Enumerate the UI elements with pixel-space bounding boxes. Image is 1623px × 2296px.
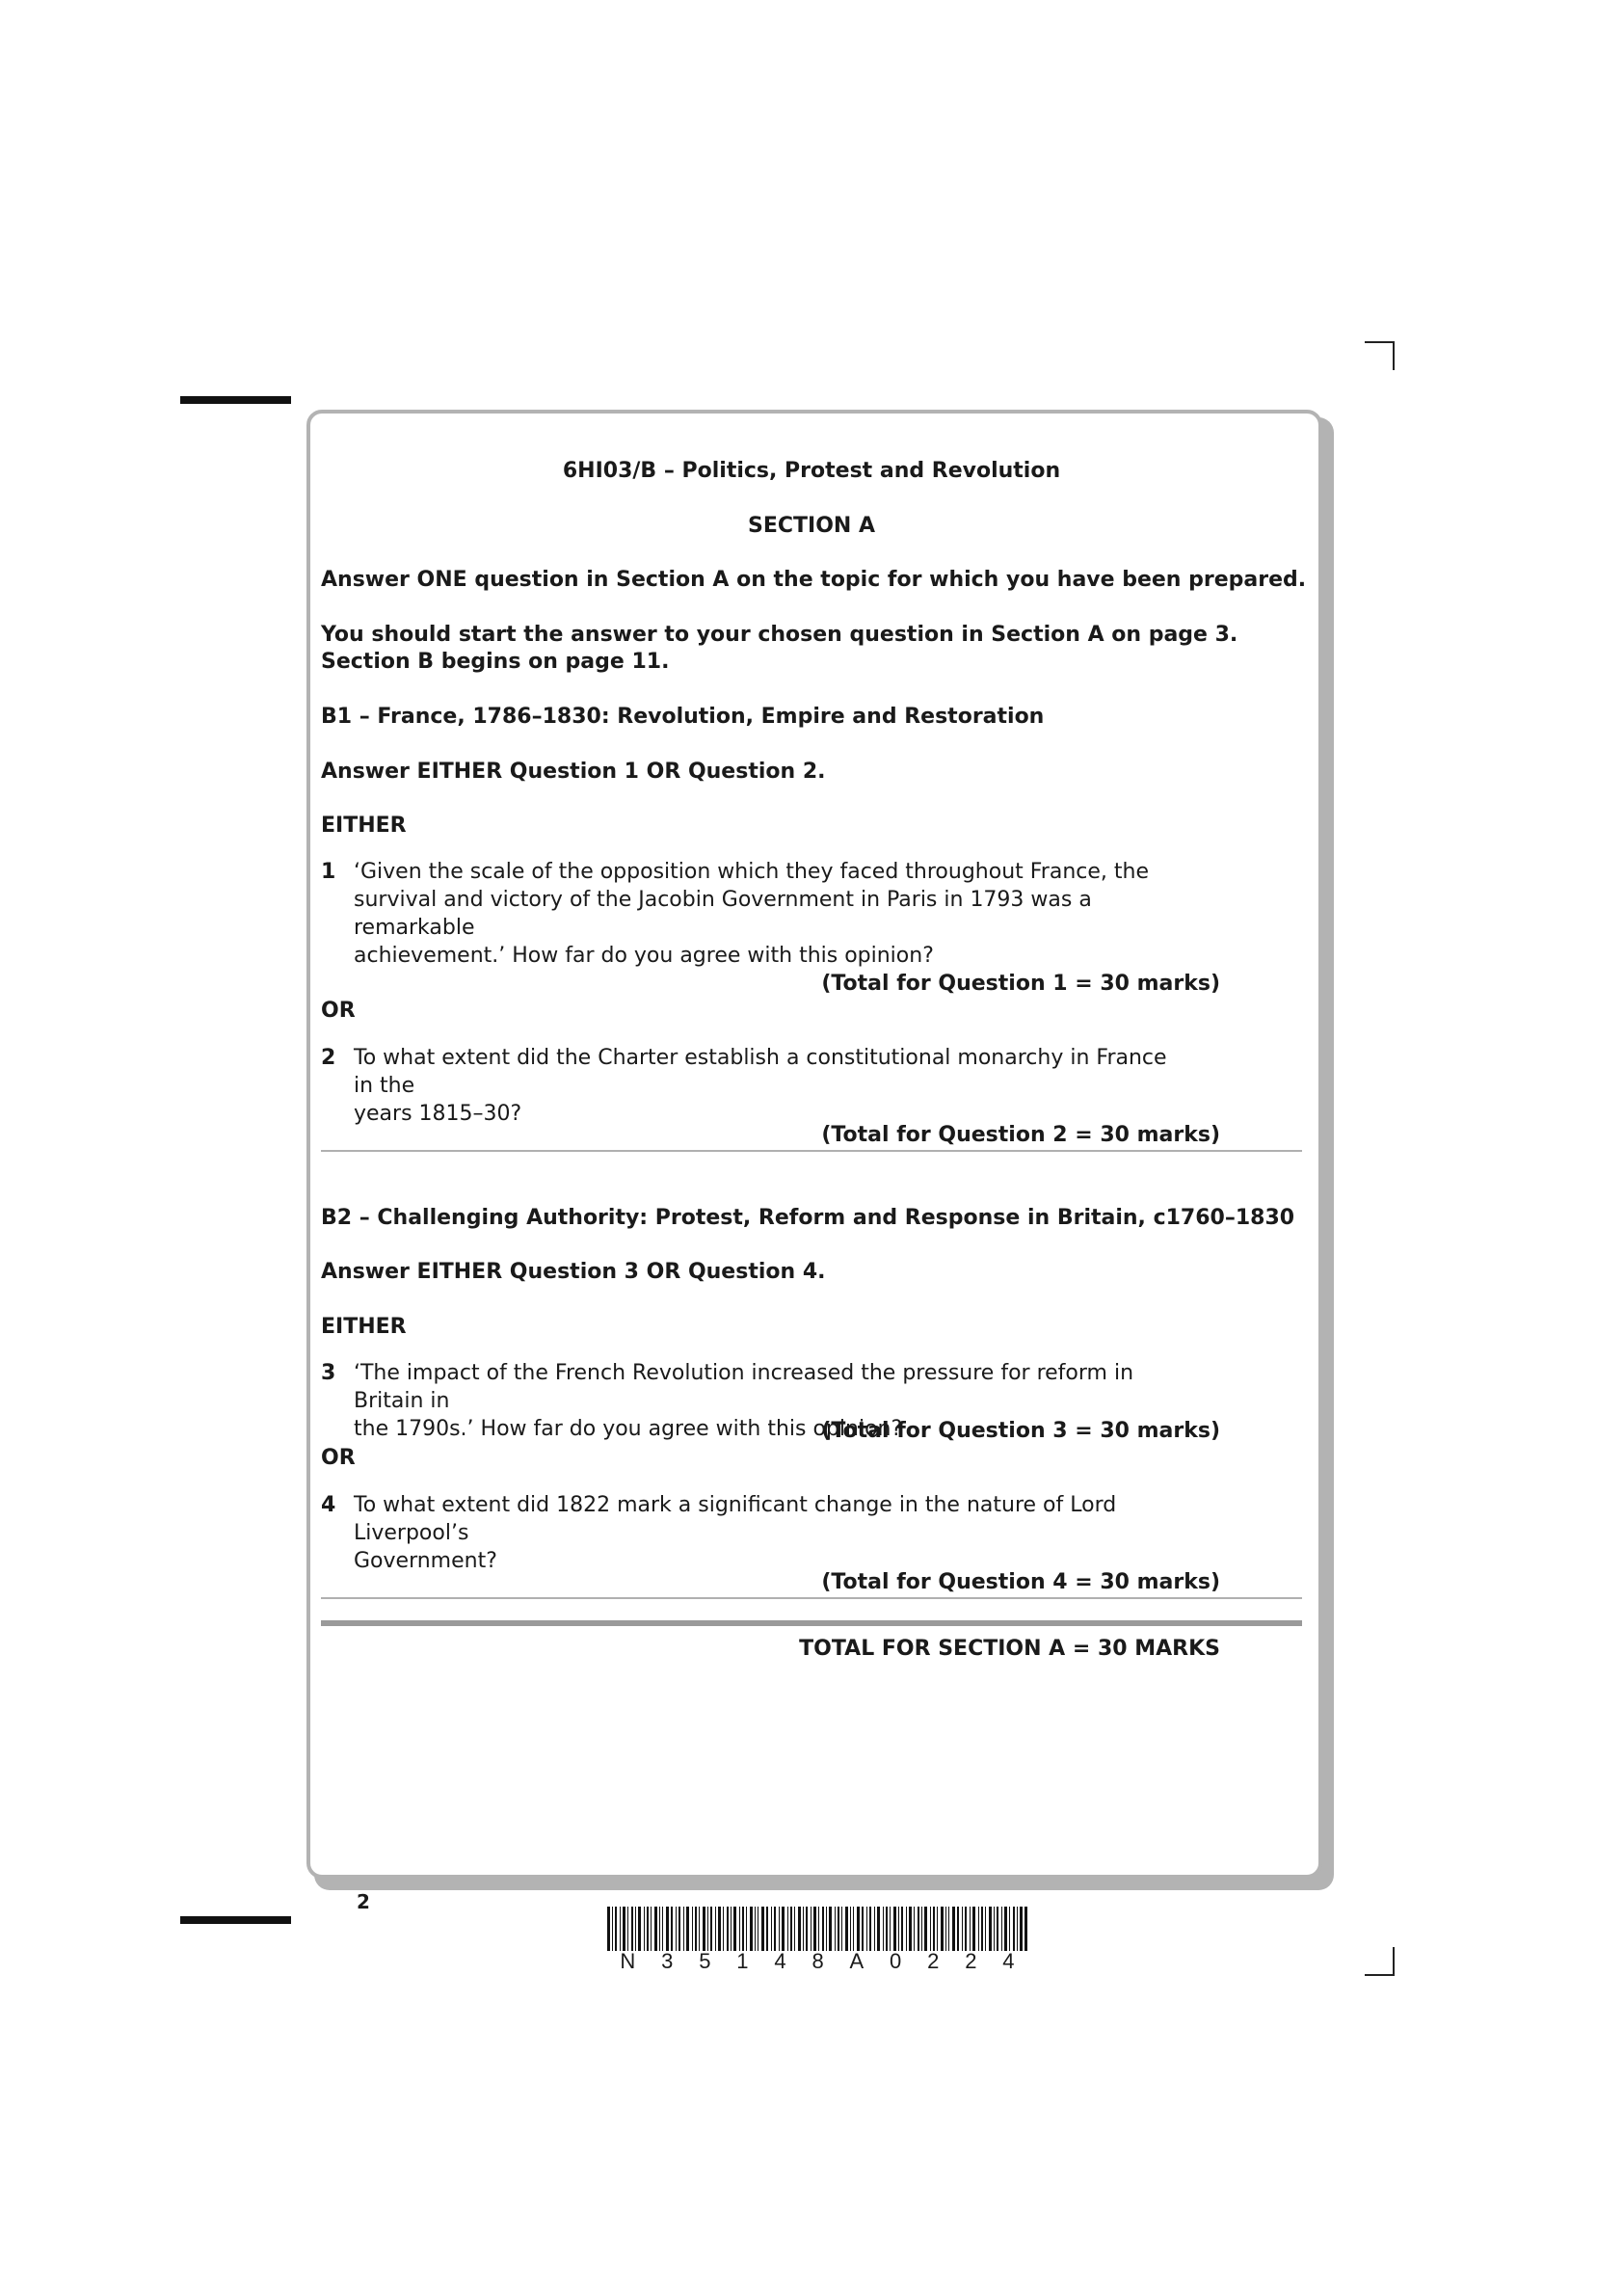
question-2-line-2: years 1815–30? <box>354 1102 522 1126</box>
question-3-line-1: ‘The impact of the French Revolution increased the pressure for reform in Britain in <box>354 1361 1134 1413</box>
question-text-4 <box>354 1491 1173 1575</box>
question-1-line-2: survival and victory of the Jacobin Government in Paris in 1793 was a remarkable <box>354 888 1092 940</box>
divider <box>321 1150 1302 1152</box>
crop-mark-bottom-right-vertical <box>1393 1947 1395 1976</box>
section-title: SECTION A <box>747 514 875 538</box>
topic-title-b1: B1 – France, 1786–1830: Revolution, Empire and Restoration <box>321 705 1045 729</box>
question-2-line-1: To what extent did the Charter establish a constitutional monarchy in France in the <box>354 1046 1167 1098</box>
section-total-rule <box>321 1620 1302 1626</box>
question-1-total: (Total for Question 1 = 30 marks) <box>821 972 1220 996</box>
crop-mark-bottom-right <box>1365 1974 1394 1976</box>
barcode-digit: 8 <box>812 1949 824 1973</box>
topic-instruction-b2: Answer EITHER Question 3 OR Question 4. <box>321 1260 826 1284</box>
section-instruction: Answer ONE question in Section A on the topic for which you have been prepared. <box>321 568 1307 592</box>
margin-bar-bottom <box>180 1916 291 1924</box>
margin-bar-top <box>180 396 291 404</box>
question-number-2: 2 <box>321 1046 336 1070</box>
crop-mark-top-right-vertical <box>1393 341 1395 370</box>
question-text-2 <box>354 1044 1173 1128</box>
barcode-digit: 2 <box>927 1949 940 1973</box>
question-number-3: 3 <box>321 1361 336 1385</box>
topic-instruction-b1: Answer EITHER Question 1 OR Question 2. <box>321 760 826 784</box>
either-label: EITHER <box>321 814 407 838</box>
crop-mark-top-right <box>1365 341 1394 343</box>
barcode <box>607 1907 1027 1951</box>
barcode-digit: A <box>849 1949 865 1973</box>
question-number-4: 4 <box>321 1493 336 1517</box>
barcode-digit: 4 <box>774 1949 786 1973</box>
divider <box>321 1597 1302 1599</box>
or-label: OR <box>321 999 356 1023</box>
section-total: TOTAL FOR SECTION A = 30 MARKS <box>799 1637 1220 1661</box>
question-2-total: (Total for Question 2 = 30 marks) <box>821 1123 1220 1147</box>
topic-title-b2: B2 – Challenging Authority: Protest, Reform and Response in Britain, c1760–1830 <box>321 1206 1295 1230</box>
question-number-1: 1 <box>321 860 336 884</box>
question-4-line-1: To what extent did 1822 mark a significant change in the nature of Lord Liverpool’s <box>354 1493 1117 1545</box>
barcode-digit: N <box>620 1949 636 1973</box>
barcode-digit: 2 <box>965 1949 977 1973</box>
start-instruction-line-2: Section B begins on page 11. <box>321 650 670 674</box>
barcode-digit: 0 <box>890 1949 902 1973</box>
question-3-line-2: the 1790s.’ How far do you agree with this opinion? <box>354 1417 903 1441</box>
question-4-line-2: Government? <box>354 1549 497 1573</box>
question-3-total: (Total for Question 3 = 30 marks) <box>821 1419 1220 1443</box>
question-4-total: (Total for Question 4 = 30 marks) <box>821 1570 1220 1594</box>
or-label: OR <box>321 1446 356 1470</box>
paper-title: 6HI03/B – Politics, Protest and Revolution <box>562 459 1061 483</box>
question-1-line-3: achievement.’ How far do you agree with this opinion? <box>354 944 934 968</box>
barcode-digits <box>607 1949 1027 1974</box>
page-number: 2 <box>357 1890 370 1913</box>
barcode-digit: 3 <box>661 1949 674 1973</box>
barcode-digit: 1 <box>736 1949 749 1973</box>
barcode-digit: 4 <box>1002 1949 1015 1973</box>
question-text-1 <box>354 858 1173 970</box>
either-label: EITHER <box>321 1315 407 1339</box>
question-1-line-1: ‘Given the scale of the opposition which they faced throughout France, the <box>354 860 1149 884</box>
start-instruction-line-1: You should start the answer to your chosen question in Section A on page 3. <box>321 623 1238 647</box>
barcode-digit: 5 <box>699 1949 711 1973</box>
